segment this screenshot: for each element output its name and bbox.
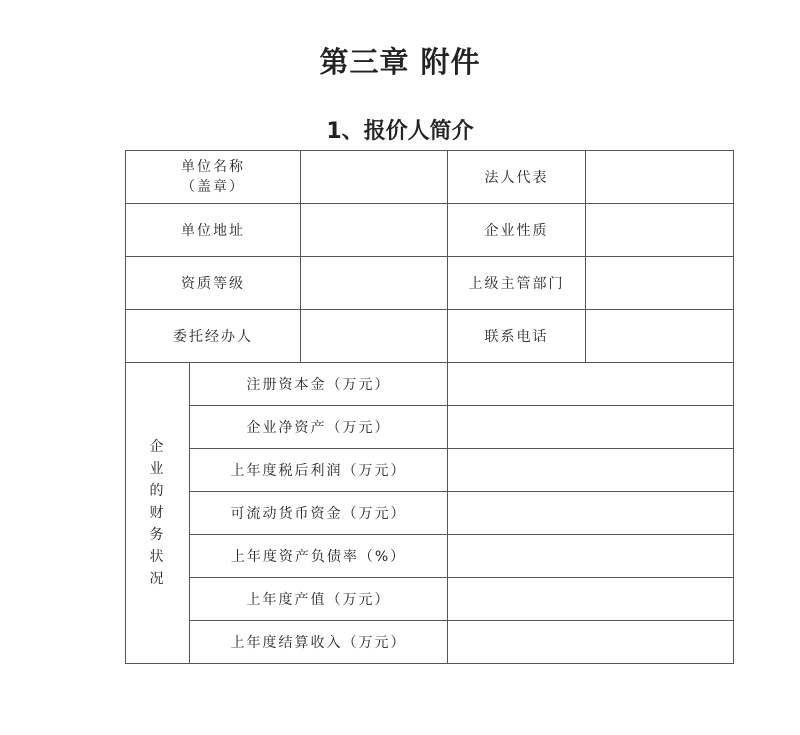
table-row — [126, 621, 734, 664]
unit-address-value-cell[interactable] — [301, 204, 448, 257]
unit-name-text: 单位名称 — [181, 159, 245, 175]
liquid-funds-label: 可流动货币资金（万元） — [190, 492, 448, 535]
net-assets-label: 企业净资产（万元） — [190, 406, 448, 449]
settlement-income-label: 上年度结算收入（万元） — [190, 621, 448, 664]
table-row — [126, 257, 734, 310]
finance-group-char: 业 — [149, 461, 166, 477]
output-value-value-cell[interactable] — [448, 578, 734, 621]
supervisor-dept-value-cell[interactable] — [586, 257, 734, 310]
seal-note-text: （盖章） — [181, 179, 245, 195]
finance-group-char: 的 — [149, 483, 166, 499]
debt-ratio-value-cell[interactable] — [448, 535, 734, 578]
finance-group-char: 财 — [149, 505, 166, 521]
after-tax-profit-value-cell[interactable] — [448, 449, 734, 492]
qualification-value-cell[interactable] — [301, 257, 448, 310]
phone-label: 联系电话 — [448, 310, 586, 363]
table-row — [126, 204, 734, 257]
finance-group-label — [126, 363, 190, 664]
table-row — [126, 578, 734, 621]
table-row — [126, 492, 734, 535]
table-row — [126, 363, 734, 406]
debt-ratio-label: 上年度资产负债率（%） — [190, 535, 448, 578]
unit-name-label — [126, 151, 301, 204]
net-assets-value-cell[interactable] — [448, 406, 734, 449]
output-value-label: 上年度产值（万元） — [190, 578, 448, 621]
section-title: 1、报价人简介 — [326, 119, 474, 144]
table-row — [126, 151, 734, 204]
qualification-label: 资质等级 — [126, 257, 301, 310]
bidder-profile-table — [125, 150, 734, 664]
finance-group-char: 务 — [149, 527, 166, 543]
supervisor-dept-label: 上级主管部门 — [448, 257, 586, 310]
agent-value-cell[interactable] — [301, 310, 448, 363]
unit-name-value-cell[interactable] — [301, 151, 448, 204]
after-tax-profit-label: 上年度税后利润（万元） — [190, 449, 448, 492]
unit-address-label: 单位地址 — [126, 204, 301, 257]
legal-rep-value-cell[interactable] — [586, 151, 734, 204]
enterprise-type-label: 企业性质 — [448, 204, 586, 257]
registered-capital-value-cell[interactable] — [448, 363, 734, 406]
legal-rep-label: 法人代表 — [448, 151, 586, 204]
finance-group-char: 企 — [149, 439, 166, 455]
table-row — [126, 449, 734, 492]
settlement-income-value-cell[interactable] — [448, 621, 734, 664]
table-row — [126, 535, 734, 578]
liquid-funds-value-cell[interactable] — [448, 492, 734, 535]
agent-label: 委托经办人 — [126, 310, 301, 363]
table-row — [126, 406, 734, 449]
registered-capital-label: 注册资本金（万元） — [190, 363, 448, 406]
table-row — [126, 310, 734, 363]
chapter-title: 第三章 附件 — [319, 45, 481, 79]
enterprise-type-value-cell[interactable] — [586, 204, 734, 257]
finance-group-char: 况 — [149, 571, 166, 587]
phone-value-cell[interactable] — [586, 310, 734, 363]
finance-group-char: 状 — [149, 549, 166, 565]
